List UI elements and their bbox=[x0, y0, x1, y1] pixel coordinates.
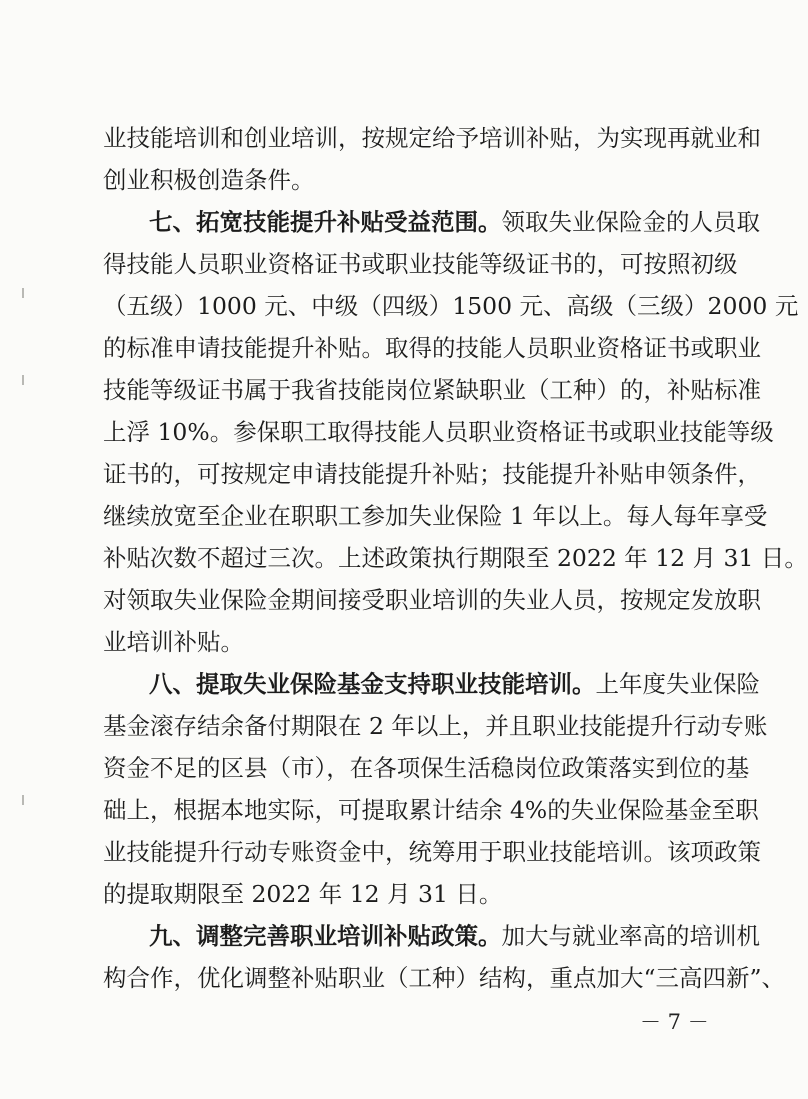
text-line: 构合作，优化调整补贴职业（工种）结构，重点加大“三高四新”、 bbox=[103, 964, 786, 992]
page-number: － 7 － bbox=[640, 1010, 709, 1034]
text-span: 领取失业保险金的人员取 bbox=[501, 208, 760, 236]
section-heading-line bbox=[149, 920, 760, 952]
section-heading: 八、提取失业保险基金支持职业技能培训。 bbox=[149, 670, 596, 698]
scan-speck bbox=[22, 375, 24, 385]
text-line: 业技能提升行动专账资金中，统筹用于职业技能培训。该项政策 bbox=[103, 838, 761, 866]
text-line: （五级）1000 元、中级（四级）1500 元、高级（三级）2000 元 bbox=[103, 292, 799, 320]
text-line: 业培训补贴。 bbox=[103, 628, 244, 656]
scan-speck bbox=[22, 795, 24, 805]
text-line: 技能等级证书属于我省技能岗位紧缺职业（工种）的，补贴标准 bbox=[103, 376, 761, 404]
text-line: 得技能人员职业资格证书或职业技能等级证书的，可按照初级 bbox=[103, 250, 738, 278]
text-line: 上浮 10%。参保职工取得技能人员职业资格证书或职业技能等级 bbox=[103, 418, 774, 446]
scan-speck bbox=[22, 288, 24, 298]
section-heading: 九、调整完善职业培训补贴政策。 bbox=[149, 922, 502, 950]
text-line: 资金不足的区县（市），在各项保生活稳岗位政策落实到位的基 bbox=[103, 754, 750, 782]
text-line: 继续放宽至企业在职职工参加失业保险 1 年以上。每人每年享受 bbox=[103, 502, 768, 530]
text-line: 证书的，可按规定申请技能提升补贴；技能提升补贴申领条件， bbox=[103, 460, 761, 488]
text-line: 补贴次数不超过三次。上述政策执行期限至 2022 年 12 月 31 日。 bbox=[103, 544, 808, 572]
text-line: 的提取期限至 2022 年 12 月 31 日。 bbox=[103, 880, 503, 908]
text-line: 对领取失业保险金期间接受职业培训的失业人员，按规定发放职 bbox=[103, 586, 761, 614]
text-line: 创业积极创造条件。 bbox=[103, 166, 315, 194]
text-span: 上年度失业保险 bbox=[595, 670, 760, 698]
section-heading-line bbox=[149, 206, 760, 238]
section-heading-line bbox=[149, 668, 760, 700]
text-line: 业技能培训和创业培训，按规定给予培训补贴，为实现再就业和 bbox=[103, 124, 761, 152]
text-line: 础上，根据本地实际，可提取累计结余 4%的失业保险基金至职 bbox=[103, 796, 759, 824]
section-heading: 七、拓宽技能提升补贴受益范围。 bbox=[149, 208, 502, 236]
text-line: 基金滚存结余备付期限在 2 年以上，并且职业技能提升行动专账 bbox=[103, 712, 768, 740]
text-span: 加大与就业率高的培训机 bbox=[501, 922, 760, 950]
text-line: 的标准申请技能提升补贴。取得的技能人员职业资格证书或职业 bbox=[103, 334, 761, 362]
